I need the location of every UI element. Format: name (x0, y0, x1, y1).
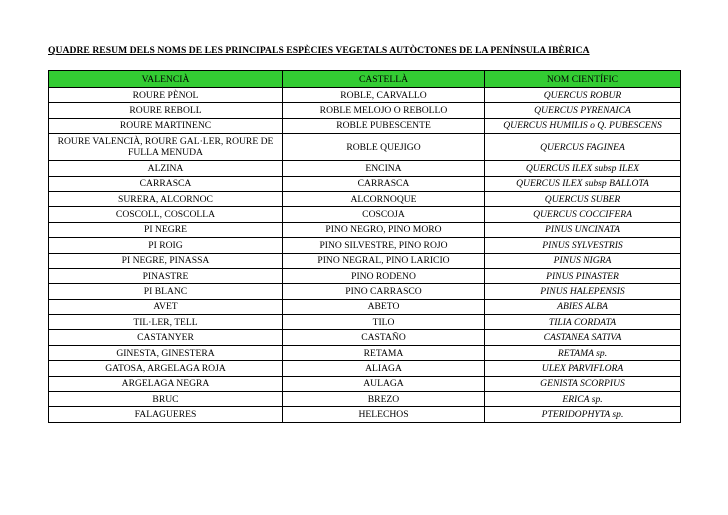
cell-cientific: PINUS HALEPENSIS (485, 284, 681, 299)
cell-valencia: AVET (49, 299, 283, 314)
table-row (49, 88, 681, 103)
cell-cientific: ERICA sp. (485, 392, 681, 407)
cell-cientific: QUERCUS HUMILIS o Q. PUBESCENS (485, 118, 681, 133)
cell-castella: CARRASCA (283, 176, 485, 191)
cell-castella: RETAMA (283, 345, 485, 360)
cell-valencia: PI NEGRE, PINASSA (49, 253, 283, 268)
cell-cientific: QUERCUS FAGINEA (485, 134, 681, 161)
document-title: QUADRE RESUM DELS NOMS DE LES PRINCIPALS ESPÈCIES VEGETALS AUTÒCTONES DE LA PENÍNSULA IBÈRICA (48, 45, 590, 56)
cell-valencia: PI NEGRE (49, 222, 283, 237)
cell-cientific: TILIA CORDATA (485, 315, 681, 330)
table-row (49, 407, 681, 422)
cell-cientific: QUERCUS SUBER (485, 191, 681, 206)
cell-castella: AULAGA (283, 376, 485, 391)
column-header-cientific: NOM CIENTÍFIC (485, 71, 681, 88)
cell-cientific: QUERCUS PYRENAICA (485, 103, 681, 118)
table-row (49, 330, 681, 345)
table-row (49, 118, 681, 133)
cell-castella: PINO SILVESTRE, PINO ROJO (283, 238, 485, 253)
table-body (49, 88, 681, 423)
cell-valencia: BRUC (49, 392, 283, 407)
cell-castella: BREZO (283, 392, 485, 407)
column-header-castella: CASTELLÀ (283, 71, 485, 88)
cell-valencia: ROURE VALENCIÀ, ROURE GAL·LER, ROURE DE FULLA MENUDA (49, 134, 283, 161)
cell-cientific: ABIES ALBA (485, 299, 681, 314)
table-row (49, 284, 681, 299)
cell-valencia: ALZINA (49, 161, 283, 176)
cell-castella: ABETO (283, 299, 485, 314)
table-row (49, 268, 681, 283)
cell-valencia: PINASTRE (49, 268, 283, 283)
cell-cientific: QUERCUS COCCIFERA (485, 207, 681, 222)
table-row (49, 191, 681, 206)
column-header-valencia: VALENCIÀ (49, 71, 283, 88)
cell-castella: CASTAÑO (283, 330, 485, 345)
cell-valencia: ROURE REBOLL (49, 103, 283, 118)
cell-valencia: ARGELAGA NEGRA (49, 376, 283, 391)
cell-valencia: FALAGUERES (49, 407, 283, 422)
cell-valencia: ROURE MARTINENC (49, 118, 283, 133)
cell-valencia: GINESTA, GINESTERA (49, 345, 283, 360)
table-row (49, 299, 681, 314)
cell-valencia: CARRASCA (49, 176, 283, 191)
table-row (49, 345, 681, 360)
cell-castella: ENCINA (283, 161, 485, 176)
table-row (49, 376, 681, 391)
cell-cientific: PINUS UNCINATA (485, 222, 681, 237)
table-row (49, 361, 681, 376)
cell-cientific: PINUS SYLVESTRIS (485, 238, 681, 253)
table-row (49, 207, 681, 222)
cell-castella: PINO NEGRAL, PINO LARICIO (283, 253, 485, 268)
table-row (49, 315, 681, 330)
table-row (49, 161, 681, 176)
cell-castella: ROBLE QUEJIGO (283, 134, 485, 161)
cell-castella: ALIAGA (283, 361, 485, 376)
cell-cientific: CASTANEA SATIVA (485, 330, 681, 345)
cell-castella: ROBLE, CARVALLO (283, 88, 485, 103)
cell-valencia: ROURE PÈNOL (49, 88, 283, 103)
cell-cientific: PTERIDOPHYTA sp. (485, 407, 681, 422)
species-table (48, 70, 681, 423)
table-row (49, 103, 681, 118)
cell-cientific: QUERCUS ILEX subsp ILEX (485, 161, 681, 176)
cell-valencia: TIL·LER, TELL (49, 315, 283, 330)
cell-cientific: ULEX PARVIFLORA (485, 361, 681, 376)
cell-cientific: QUERCUS ILEX subsp BALLOTA (485, 176, 681, 191)
cell-castella: HELECHOS (283, 407, 485, 422)
table-row (49, 253, 681, 268)
cell-castella: PINO RODENO (283, 268, 485, 283)
table-row (49, 392, 681, 407)
cell-cientific: RETAMA sp. (485, 345, 681, 360)
cell-castella: COSCOJA (283, 207, 485, 222)
cell-cientific: QUERCUS ROBUR (485, 88, 681, 103)
cell-valencia: PI BLANC (49, 284, 283, 299)
table-header-row (49, 71, 681, 88)
table-row (49, 134, 681, 161)
cell-cientific: GENISTA SCORPIUS (485, 376, 681, 391)
cell-castella: PINO NEGRO, PINO MORO (283, 222, 485, 237)
cell-castella: ALCORNOQUE (283, 191, 485, 206)
cell-valencia: GATOSA, ARGELAGA ROJA (49, 361, 283, 376)
table-row (49, 176, 681, 191)
table-row (49, 238, 681, 253)
table-row (49, 222, 681, 237)
cell-castella: TILO (283, 315, 485, 330)
cell-valencia: SURERA, ALCORNOC (49, 191, 283, 206)
cell-castella: ROBLE MELOJO O REBOLLO (283, 103, 485, 118)
cell-valencia: COSCOLL, COSCOLLA (49, 207, 283, 222)
cell-castella: ROBLE PUBESCENTE (283, 118, 485, 133)
cell-valencia: PI ROIG (49, 238, 283, 253)
cell-cientific: PINUS NIGRA (485, 253, 681, 268)
cell-valencia: CASTANYER (49, 330, 283, 345)
cell-cientific: PINUS PINASTER (485, 268, 681, 283)
cell-castella: PINO CARRASCO (283, 284, 485, 299)
